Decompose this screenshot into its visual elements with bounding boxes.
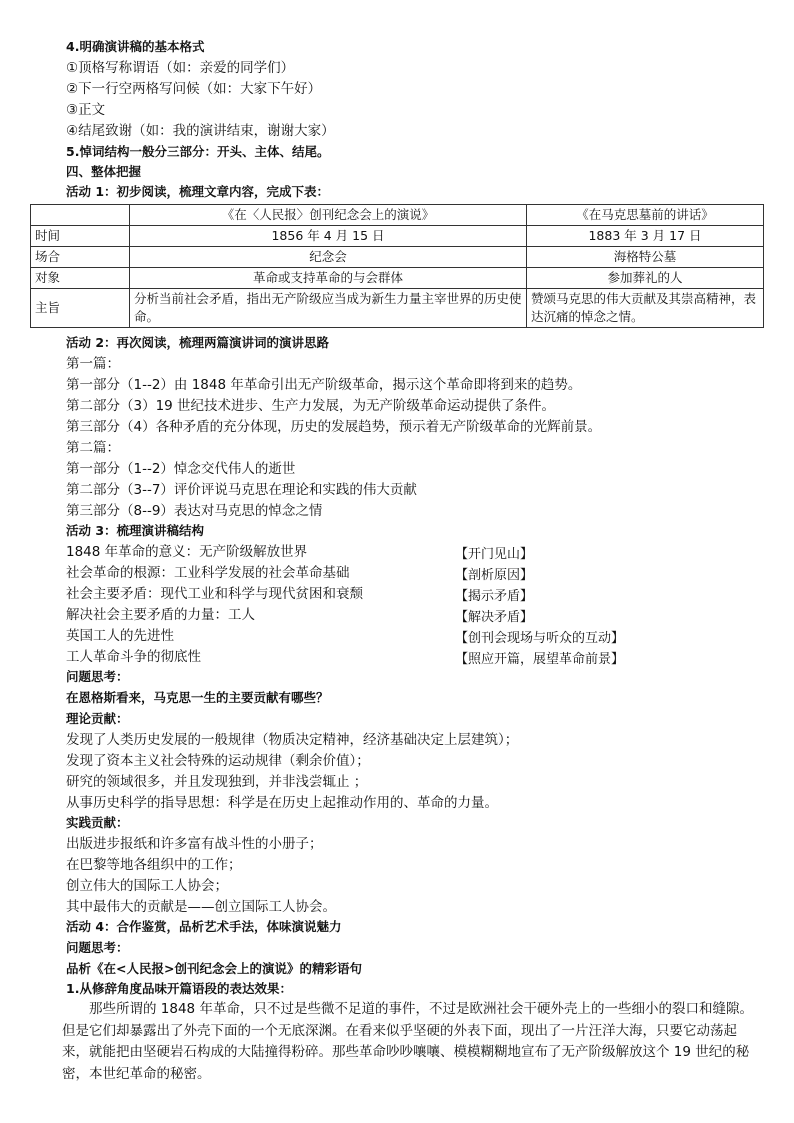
practice-item: 创立伟大的国际工人协会； [66,878,228,894]
row-label: 对象 [31,268,130,289]
structure-item: 英国工人的先进性 [66,628,174,644]
question-heading: 问题思考： [66,940,129,955]
structure-tag: 【解决矛盾】 [455,610,534,625]
format-item-3: ③正文 [66,102,106,118]
practice-item: 在巴黎等地各组织中的工作； [66,857,242,873]
comparison-table [30,204,764,328]
practice-heading: 实践贡献： [66,815,129,830]
structure-item: 1848 年革命的意义：无产阶级解放世界 [66,544,308,560]
cell-speech1: 革命或支持革命的与会群体 [130,268,527,289]
table-header-row [31,205,764,226]
section-heading-overview: 四、整体把握 [66,164,142,179]
table-row [31,226,764,247]
outline-item: 第二部分（3）19 世纪技术进步、生产力发展，为无产阶级革命运动提供了条件。 [66,398,556,414]
table-row [31,247,764,268]
outline-item: 第二部分（3--7）评价评说马克思在理论和实践的伟大贡献 [66,482,417,498]
theory-item: 研究的领域很多，并且发现独到，并非浅尝辄止 ； [66,774,368,790]
section-heading-format: 4.明确演讲稿的基本格式 [66,39,205,54]
table-header-speech1: 《在〈人民报〉创刊纪念会上的演说》 [130,205,527,226]
part-heading: 第一篇： [66,356,120,372]
cell-speech1: 1856 年 4 月 15 日 [130,226,527,247]
activity-1-title: 活动 1：初步阅读，梳理文章内容，完成下表： [66,184,330,199]
structure-tag: 【剖析原因】 [455,568,534,583]
cell-speech2: 海格特公墓 [527,247,764,268]
structure-tag: 【照应开篇，展望革命前景】 [455,652,625,667]
question-text: 在恩格斯看来，马克思一生的主要贡献有哪些？ [66,690,329,705]
row-label: 场合 [31,247,130,268]
row-label: 主旨 [31,289,130,328]
format-item-4: ④结尾致谢（如：我的演讲结束，谢谢大家） [66,123,335,139]
analysis-subtitle: 品析《在<人民报>创刊纪念会上的演说》的精彩语句 [66,961,362,976]
theory-item: 发现了人类历史发展的一般规律（物质决定精神，经济基础决定上层建筑）； [66,732,519,748]
cell-speech2: 1883 年 3 月 17 日 [527,226,764,247]
format-item-2: ②下一行空两格写问候（如：大家下午好） [66,81,322,97]
part-heading: 第二篇： [66,440,120,456]
structure-item: 社会革命的根源：工业科学发展的社会革命基础 [66,565,350,581]
theory-item: 从事历史科学的指导思想：科学是在历史上起推动作用的、革命的力量。 [66,795,498,811]
cell-speech1: 纪念会 [130,247,527,268]
structure-tag: 【揭示矛盾】 [455,589,534,604]
question-heading: 问题思考： [66,669,129,684]
row-label: 时间 [31,226,130,247]
outline-item: 第三部分（4）各种矛盾的充分体现，历史的发展趋势，预示着无产阶级革命的光辉前景。 [66,419,602,435]
table-header-speech2: 《在马克思墓前的讲话》 [527,205,764,226]
activity-2-title: 活动 2：再次阅读，梳理两篇演讲词的演讲思路 [66,335,330,350]
activity-3-title: 活动 3：梳理演讲稿结构 [66,523,205,538]
outline-item: 第一部分（1--2）由 1848 年革命引出无产阶级革命，揭示这个革命即将到来的趋势。 [66,377,582,393]
structure-tag: 【开门见山】 [455,547,534,562]
cell-speech2: 赞颂马克思的伟大贡献及其崇高精神，表达沉痛的悼念之情。 [527,289,764,328]
rhetoric-point: 1.从修辞角度品味开篇语段的表达效果： [66,981,292,996]
activity-4-title: 活动 4：合作鉴赏，品析艺术手法，体味演说魅力 [66,919,342,934]
outline-item: 第三部分（8--9）表达对马克思的悼念之情 [66,503,323,519]
structure-item: 工人革命斗争的彻底性 [66,649,201,665]
format-item-1: ①顶格写称谓语（如：亲爱的同学们） [66,60,295,76]
practice-item: 其中最伟大的贡献是——创立国际工人协会。 [66,899,336,915]
practice-item: 出版进步报纸和许多富有战斗性的小册子； [66,836,323,852]
structure-item: 社会主要矛盾：现代工业和科学与现代贫困和衰颓 [66,586,363,602]
cell-speech2: 参加葬礼的人 [527,268,764,289]
theory-heading: 理论贡献： [66,711,129,726]
quoted-passage: 那些所谓的 1848 年革命，只不过是些微不足道的事件，不过是欧洲社会干硬外壳上的一些细小的裂口和缝隙。但是它们却暴露出了外壳下面的一个无底深渊。在看来似乎坚硬的外表下面，现出了一片汪洋大海，只要它动荡起来，就能把由坚硬岩石构成的大陆撞得粉碎。那些革命吵吵嚷嚷、模模糊糊地宣布了无产阶级解放这个 19 世纪的秘密，本世纪革命的秘密。 [62,1001,753,1082]
table-row [31,289,764,328]
outline-item: 第一部分（1--2）悼念交代伟人的逝世 [66,461,296,477]
structure-tag: 【创刊会现场与听众的互动】 [455,631,625,646]
structure-item: 解决社会主要矛盾的力量：工人 [66,607,255,623]
theory-item: 发现了资本主义社会特殊的运动规律（剩余价值）； [66,753,370,769]
cell-speech1: 分析当前社会矛盾，指出无产阶级应当成为新生力量主宰世界的历史使命。 [130,289,527,328]
table-corner-cell [31,205,130,226]
section-heading-eulogy: 5.悼词结构一般分三部分：开头、主体、结尾。 [66,144,330,159]
table-row [31,268,764,289]
